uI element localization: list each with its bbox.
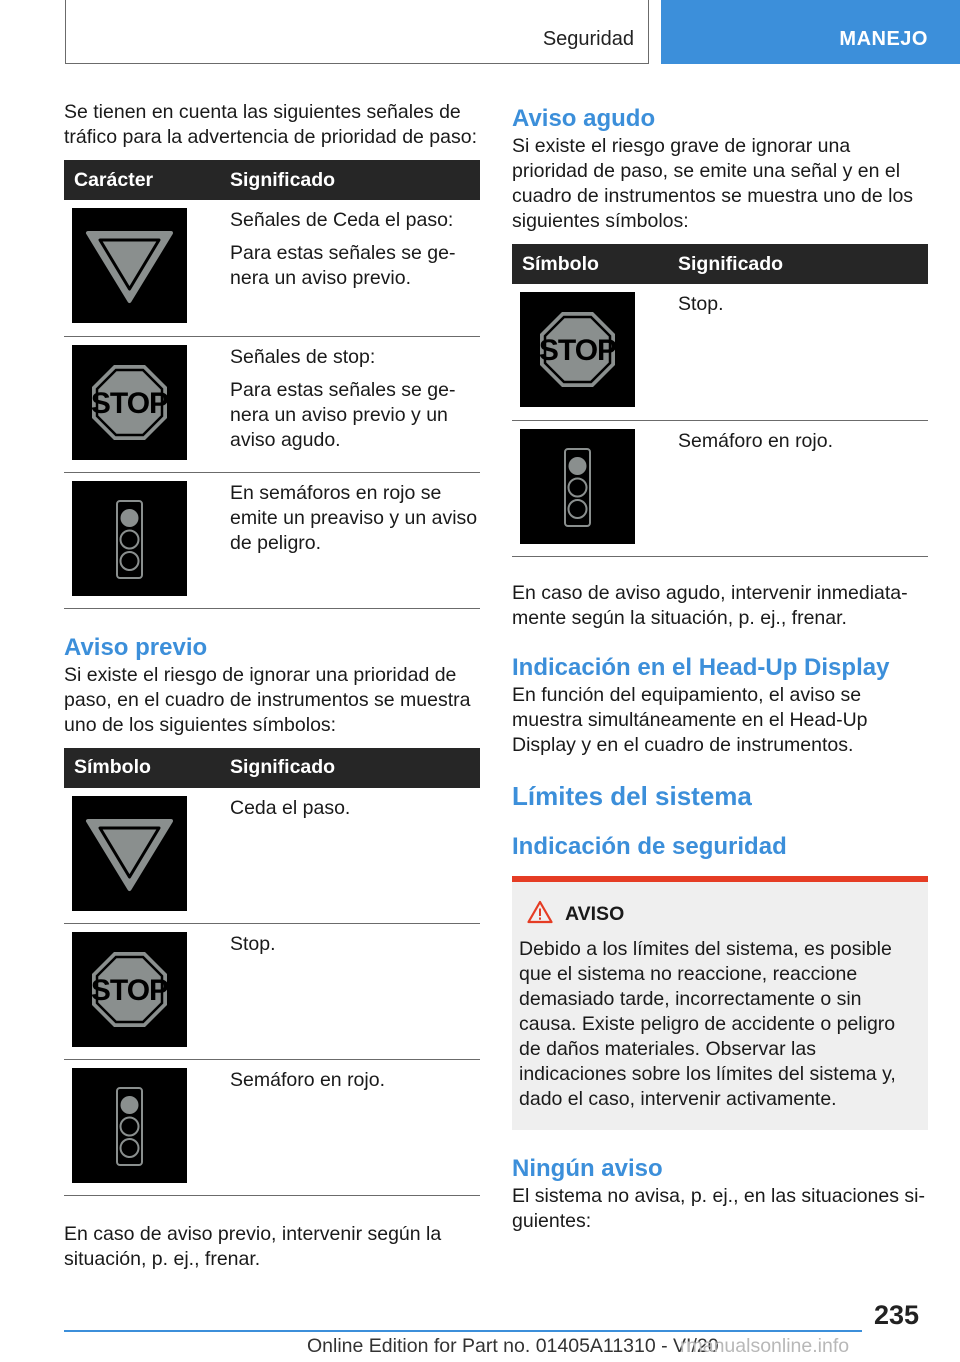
no-warning-text: El sistema no avisa, p. ej., en las situaciones siguientes: xyxy=(512,1184,925,1232)
warning-text: Debido a los límites del sistema, es posible que el sistema no reaccione, reaccione demasiado tarde, incorrectamente o sin causa. Existe peligro de accidente o peligro de daños materiales. Observar las indicaciones sobre los límites del sistema y, dado el caso, intervenir activamente. xyxy=(519,937,896,1110)
prev-symbol-table xyxy=(64,748,480,1197)
table-header-meaning: Significado xyxy=(678,244,928,284)
warning-triangle-icon xyxy=(527,900,553,929)
header-tab[interactable] xyxy=(661,0,960,64)
section-title-prev: Aviso previo xyxy=(64,633,208,661)
row-text: Stop. xyxy=(230,933,276,955)
acute-symbol-table xyxy=(512,244,928,557)
header-section-box xyxy=(65,0,649,64)
table-header-symbol: Símbolo xyxy=(512,244,678,284)
warning-box xyxy=(512,876,928,1130)
acute-outro: En caso de aviso agudo, intervenir inmediatamente según la situación, p. ej., frenar. xyxy=(512,581,908,629)
row-text: Ceda el paso. xyxy=(230,796,351,819)
prev-outro: En caso de aviso previo, intervenir según la situación, p. ej., frenar. xyxy=(64,1223,442,1270)
table-row xyxy=(512,284,928,420)
section-title-safety: Indicación de seguridad xyxy=(512,832,787,860)
footer-edition: Online Edition for Part no. 01405A11310 - VI/20 xyxy=(307,1335,719,1357)
row-text: Semáforo en rojo. xyxy=(678,429,834,452)
traffic-light-icon xyxy=(72,1068,187,1183)
footer-divider xyxy=(64,1330,862,1332)
stop-sign-icon xyxy=(72,345,187,460)
row-text: Semáforo en rojo. xyxy=(230,1069,386,1091)
yield-sign-icon xyxy=(72,208,187,323)
section-title-limits: Límites del sistema xyxy=(512,780,752,811)
prev-text: Si existe el riesgo de ignorar una prioridad de paso, en el cuadro de instrumentos se muestra uno de los siguientes símbolos: xyxy=(64,663,471,736)
table-header-symbol: Símbolo xyxy=(64,748,230,788)
acute-text: Si existe el riesgo grave de ignorar una prioridad de paso, se emite una señal y en el cuadro de instrumentos se muestra uno de los siguientes símbolos: xyxy=(512,135,914,232)
hud-text: En función del equipamiento, el aviso se muestra simultáneamente en el Head-Up Display y en el cuadro de instrumentos. xyxy=(512,683,868,756)
table-row xyxy=(64,924,480,1060)
table-row xyxy=(64,788,480,924)
row-text: Stop. xyxy=(678,293,724,315)
row-text: En semáforos en rojo se emite un preaviso y un aviso de peligro. xyxy=(230,481,478,554)
table-row xyxy=(64,336,480,472)
stop-sign-icon xyxy=(520,292,635,407)
intro-text: Se tienen en cuenta las siguientes señales de tráfico para la advertencia de prioridad de paso: xyxy=(64,101,478,148)
row-text: Para estas señales se genera un aviso previo y un aviso agudo. xyxy=(230,378,456,451)
table-header-meaning: Significado xyxy=(230,748,480,788)
row-text: Señales de stop: xyxy=(230,345,376,368)
row-text: Señales de Ceda el paso: xyxy=(230,209,454,231)
traffic-light-icon xyxy=(520,429,635,544)
header-tab-label: MANEJO xyxy=(839,28,928,50)
table-row xyxy=(512,420,928,556)
warning-title: AVISO xyxy=(565,902,625,925)
header-section-title: Seguridad xyxy=(542,28,634,50)
table-header-meaning: Significado xyxy=(230,160,480,200)
left-column xyxy=(64,100,480,1272)
yield-sign-icon xyxy=(72,796,187,911)
section-title-hud: Indicación en el Head-Up Display xyxy=(512,653,890,681)
stop-sign-icon xyxy=(72,932,187,1047)
table-row xyxy=(64,472,480,608)
page-number: 235 xyxy=(874,1300,920,1330)
table-row xyxy=(64,1060,480,1196)
section-title-no-warning: Ningún aviso xyxy=(512,1154,663,1182)
table-row xyxy=(64,200,480,336)
right-column xyxy=(512,100,928,1234)
table-header-character: Carácter xyxy=(64,160,230,200)
section-title-acute: Aviso agudo xyxy=(512,105,656,132)
traffic-light-icon xyxy=(72,481,187,596)
footer-watermark: rmanualsonline.info xyxy=(680,1335,850,1357)
row-text: Para estas señales se genera un aviso previo. xyxy=(230,242,456,289)
character-table xyxy=(64,160,480,609)
